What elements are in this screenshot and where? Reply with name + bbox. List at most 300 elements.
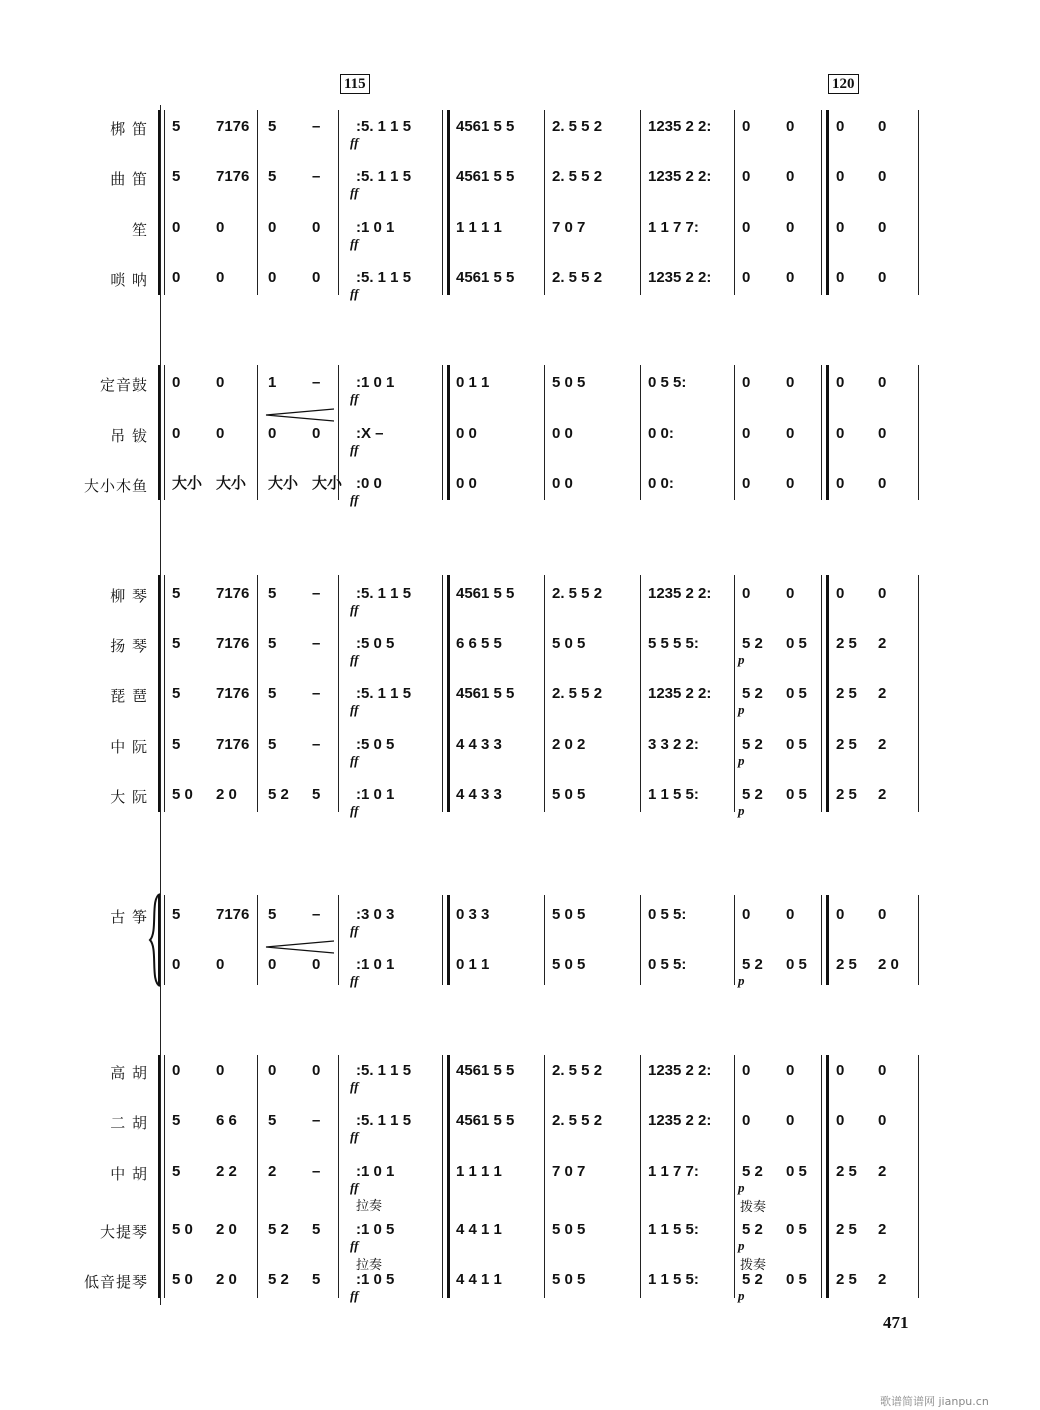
note-cell: 7176	[216, 685, 250, 702]
note-cell: 5 0	[172, 1271, 193, 1288]
note-cell: 0	[312, 1062, 321, 1079]
note-cell: 2 5	[836, 1271, 857, 1288]
instrument-label: 曲 笛	[110, 170, 148, 188]
note-cell: 0	[786, 425, 795, 442]
barline	[918, 110, 919, 295]
note-cell: 7176	[216, 118, 250, 135]
note-cell: 5 2	[742, 635, 763, 652]
note-cell: 0	[786, 1112, 795, 1129]
note-cell: 0 0:	[648, 475, 674, 492]
barline	[257, 110, 258, 295]
barline	[164, 895, 165, 985]
note-cell: 2	[878, 786, 887, 803]
note-cell: 0 0	[456, 425, 477, 442]
note-cell: 0	[742, 118, 751, 135]
note-cell: :5. 1 1 5	[356, 1062, 412, 1079]
note-cell: :1 0 1	[356, 1163, 395, 1180]
barline	[442, 365, 443, 500]
note-cell: 5 2	[742, 1163, 763, 1180]
dynamic-ff: ff	[350, 492, 359, 507]
note-cell: 2. 5 5 2	[552, 585, 603, 602]
note-cell: 1 1 7 7:	[648, 219, 699, 236]
double-barline	[826, 110, 829, 295]
note-cell: 0	[878, 219, 887, 236]
note-cell: 7176	[216, 736, 250, 753]
note-cell: 5	[268, 168, 277, 185]
note-cell: 0	[786, 906, 795, 923]
page-number: 471	[883, 1313, 909, 1332]
note-cell: 2. 5 5 2	[552, 269, 603, 286]
note-cell: 4561 5 5	[456, 168, 515, 185]
note-cell: 4 4 1 1	[456, 1271, 502, 1288]
note-cell: 3 3 2 2:	[648, 736, 699, 753]
dynamic-ff: ff	[350, 652, 359, 667]
note-cell: 4561 5 5	[456, 1062, 515, 1079]
note-cell: 2 5	[836, 685, 857, 702]
note-cell: 1 1 5 5:	[648, 786, 699, 803]
dynamic-ff: ff	[350, 803, 359, 818]
barline	[442, 575, 443, 812]
dynamic-ff: ff	[350, 923, 359, 938]
note-cell: 5	[268, 1112, 277, 1129]
note-cell: 0 5	[786, 1221, 807, 1238]
note-cell: 5	[172, 685, 181, 702]
note-cell: 2	[878, 1271, 887, 1288]
note-cell: 2. 5 5 2	[552, 118, 603, 135]
note-cell: 0	[742, 906, 751, 923]
double-barline	[447, 895, 450, 985]
barline	[164, 110, 165, 295]
note-cell: 5 0 5	[552, 956, 586, 973]
note-cell: 0	[172, 425, 181, 442]
barline	[821, 895, 822, 985]
note-cell: 0	[268, 425, 277, 442]
instrument-label: 定音鼓	[99, 376, 148, 394]
note-cell: 0	[216, 956, 225, 973]
note-cell: 0	[786, 219, 795, 236]
note-cell: 0 5	[786, 956, 807, 973]
measure-number-120: 120	[828, 74, 859, 94]
note-cell: 0	[742, 475, 751, 492]
note-cell: 0	[742, 269, 751, 286]
instrument-label: 大小木鱼	[83, 477, 148, 495]
dynamic-ff: ff	[350, 1180, 359, 1195]
dynamic-p: p	[738, 1288, 745, 1303]
note-cell: 5 0 5	[552, 1221, 586, 1238]
instrument-label: 高 胡	[110, 1064, 148, 1082]
double-barline	[447, 575, 450, 812]
note-cell: –	[312, 635, 321, 652]
barline	[442, 110, 443, 295]
note-cell: 1235 2 2:	[648, 1112, 712, 1129]
note-cell: 5 0	[172, 786, 193, 803]
note-cell: 5	[312, 786, 321, 803]
note-cell: 0	[172, 374, 181, 391]
note-cell: 2 0 2	[552, 736, 586, 753]
barline	[338, 575, 339, 812]
note-cell: 1235 2 2:	[648, 685, 712, 702]
group-bracket	[158, 110, 160, 295]
note-cell: 0	[216, 425, 225, 442]
barline	[734, 895, 735, 985]
note-cell: 5 2	[742, 736, 763, 753]
note-cell: 0	[836, 118, 845, 135]
note-cell: 0 5	[786, 786, 807, 803]
note-cell: 0	[742, 168, 751, 185]
barline	[734, 365, 735, 500]
note-cell: 0	[216, 269, 225, 286]
note-cell: :5. 1 1 5	[356, 118, 412, 135]
note-cell: 1235 2 2:	[648, 1062, 712, 1079]
note-cell: 0	[786, 118, 795, 135]
note-cell: 2	[878, 635, 887, 652]
note-cell: 4561 5 5	[456, 269, 515, 286]
note-cell: 5	[172, 1112, 181, 1129]
note-cell: :5. 1 1 5	[356, 269, 412, 286]
note-cell: :5 0 5	[356, 736, 395, 753]
note-cell: 5 0 5	[552, 374, 586, 391]
note-cell: 0	[836, 1112, 845, 1129]
note-cell: 0	[786, 1062, 795, 1079]
note-cell: 4561 5 5	[456, 685, 515, 702]
barline	[821, 1055, 822, 1298]
note-cell: :1 0 1	[356, 374, 395, 391]
note-cell: 5 2	[268, 1221, 289, 1238]
note-cell: 5	[172, 118, 181, 135]
grand-staff-brace	[148, 892, 162, 988]
note-cell: 0	[312, 425, 321, 442]
note-cell: 0 0:	[648, 425, 674, 442]
dynamic-p: p	[738, 1238, 745, 1253]
note-cell: 大小	[312, 475, 343, 492]
barline	[734, 110, 735, 295]
note-cell: 5	[172, 906, 181, 923]
dynamic-p: p	[738, 803, 745, 818]
note-cell: 0 0	[552, 475, 573, 492]
note-cell: 0	[268, 1062, 277, 1079]
barline	[734, 1055, 735, 1298]
barline	[544, 110, 545, 295]
note-cell: 7 0 7	[552, 1163, 586, 1180]
barline	[640, 365, 641, 500]
double-barline	[447, 110, 450, 295]
double-barline	[826, 365, 829, 500]
barline	[918, 1055, 919, 1298]
group-bracket	[158, 1055, 160, 1298]
note-cell: 0	[216, 219, 225, 236]
note-cell: 5	[268, 736, 277, 753]
barline	[257, 365, 258, 500]
note-cell: 4561 5 5	[456, 585, 515, 602]
note-cell: 2	[268, 1163, 277, 1180]
note-cell: 0	[836, 1062, 845, 1079]
note-cell: 5 2	[742, 786, 763, 803]
dynamic-ff: ff	[350, 442, 359, 457]
note-cell: 0	[836, 425, 845, 442]
note-cell: 0	[312, 219, 321, 236]
instrument-label: 中 阮	[110, 738, 148, 756]
note-cell: –	[312, 736, 321, 753]
note-cell: 2 5	[836, 956, 857, 973]
note-cell: 5 2	[742, 685, 763, 702]
note-cell: 大小	[216, 475, 247, 492]
technique-pizz: 拨奏	[740, 1200, 767, 1215]
double-barline	[826, 575, 829, 812]
note-cell: 5	[312, 1221, 321, 1238]
instrument-label: 唢 呐	[110, 271, 148, 289]
instrument-label: 大提琴	[99, 1223, 148, 1241]
group-bracket	[158, 575, 160, 812]
barline	[257, 1055, 258, 1298]
dynamic-ff: ff	[350, 1079, 359, 1094]
note-cell: 5 2	[742, 1271, 763, 1288]
note-cell: :1 0 5	[356, 1221, 395, 1238]
note-cell: 7176	[216, 635, 250, 652]
note-cell: 0	[836, 219, 845, 236]
note-cell: 2 5	[836, 1163, 857, 1180]
note-cell: –	[312, 374, 321, 391]
note-cell: 5 0 5	[552, 635, 586, 652]
note-cell: 0 5 5:	[648, 956, 687, 973]
note-cell: 7176	[216, 906, 250, 923]
watermark: 歌谱简谱网 jianpu.cn	[880, 1395, 989, 1408]
note-cell: 0	[878, 425, 887, 442]
note-cell: :5. 1 1 5	[356, 168, 412, 185]
note-cell: 2 0	[216, 786, 237, 803]
note-cell: 0	[786, 585, 795, 602]
note-cell: 0 0	[552, 425, 573, 442]
note-cell: 6 6 5 5	[456, 635, 502, 652]
note-cell: 0	[836, 168, 845, 185]
instrument-label: 琵 琶	[110, 687, 148, 705]
note-cell: 1235 2 2:	[648, 585, 712, 602]
note-cell: 4 4 3 3	[456, 736, 502, 753]
note-cell: 0	[786, 269, 795, 286]
instrument-label: 吊 钹	[110, 427, 148, 445]
note-cell: 0	[878, 906, 887, 923]
instrument-label: 低音提琴	[83, 1273, 148, 1291]
note-cell: 2 0	[878, 956, 899, 973]
barline	[640, 575, 641, 812]
dynamic-p: p	[738, 652, 745, 667]
barline	[734, 575, 735, 812]
note-cell: 5 5 5 5:	[648, 635, 699, 652]
note-cell: :0 0	[356, 475, 382, 492]
instrument-label: 柳 琴	[110, 587, 148, 605]
note-cell: 0	[172, 1062, 181, 1079]
note-cell: 0 1 1	[456, 956, 490, 973]
dynamic-ff: ff	[350, 753, 359, 768]
barline	[544, 575, 545, 812]
note-cell: 2	[878, 685, 887, 702]
note-cell: 0	[742, 374, 751, 391]
note-cell: 0	[878, 118, 887, 135]
note-cell: 0 5	[786, 1271, 807, 1288]
dynamic-ff: ff	[350, 973, 359, 988]
technique-arco: 拉奏	[356, 1199, 383, 1214]
note-cell: 6 6	[216, 1112, 237, 1129]
note-cell: 5	[172, 635, 181, 652]
dynamic-ff: ff	[350, 236, 359, 251]
note-cell: 2 0	[216, 1271, 237, 1288]
note-cell: 0	[836, 906, 845, 923]
note-cell: –	[312, 906, 321, 923]
note-cell: 7176	[216, 585, 250, 602]
instrument-label: 扬 琴	[110, 637, 148, 655]
barline	[640, 1055, 641, 1298]
note-cell: 0	[878, 374, 887, 391]
note-cell: –	[312, 1163, 321, 1180]
note-cell: –	[312, 585, 321, 602]
note-cell: 0	[216, 374, 225, 391]
note-cell: 5	[268, 585, 277, 602]
note-cell: 4561 5 5	[456, 118, 515, 135]
dynamic-ff: ff	[350, 1288, 359, 1303]
note-cell: 4 4 1 1	[456, 1221, 502, 1238]
dynamic-ff: ff	[350, 135, 359, 150]
note-cell: :1 0 5	[356, 1271, 395, 1288]
note-cell: 2 0	[216, 1221, 237, 1238]
note-cell: 0	[268, 269, 277, 286]
note-cell: :1 0 1	[356, 956, 395, 973]
barline	[821, 365, 822, 500]
barline	[544, 365, 545, 500]
note-cell: 1235 2 2:	[648, 168, 712, 185]
note-cell: 0 0	[456, 475, 477, 492]
note-cell: 1235 2 2:	[648, 269, 712, 286]
note-cell: 5	[172, 736, 181, 753]
note-cell: 4 4 3 3	[456, 786, 502, 803]
note-cell: 1235 2 2:	[648, 118, 712, 135]
barline	[544, 1055, 545, 1298]
note-cell: :1 0 1	[356, 786, 395, 803]
note-cell: 0	[268, 219, 277, 236]
note-cell: 5 2	[742, 1221, 763, 1238]
instrument-label: 梆 笛	[110, 120, 148, 138]
note-cell: 0	[742, 1062, 751, 1079]
note-cell: 0	[786, 374, 795, 391]
note-cell: 0	[312, 956, 321, 973]
barline	[257, 575, 258, 812]
barline	[338, 895, 339, 985]
barline	[918, 365, 919, 500]
note-cell: –	[312, 1112, 321, 1129]
note-cell: :1 0 1	[356, 219, 395, 236]
barline	[544, 895, 545, 985]
note-cell: 1 1 5 5:	[648, 1271, 699, 1288]
note-cell: 0 5	[786, 736, 807, 753]
note-cell: 2 5	[836, 786, 857, 803]
note-cell: –	[312, 118, 321, 135]
instrument-label: 古 筝	[110, 908, 148, 926]
barline	[338, 110, 339, 295]
note-cell: 4561 5 5	[456, 1112, 515, 1129]
note-cell: 5 2	[742, 956, 763, 973]
note-cell: 0	[216, 1062, 225, 1079]
note-cell: 0	[786, 475, 795, 492]
note-cell: 2. 5 5 2	[552, 1062, 603, 1079]
crescendo-hairpin	[264, 408, 336, 422]
note-cell: 大小	[268, 475, 299, 492]
double-barline	[447, 1055, 450, 1298]
barline	[640, 110, 641, 295]
note-cell: 0	[312, 269, 321, 286]
dynamic-ff: ff	[350, 286, 359, 301]
note-cell: :5. 1 1 5	[356, 585, 412, 602]
note-cell: 0	[742, 585, 751, 602]
dynamic-p: p	[738, 753, 745, 768]
note-cell: 2	[878, 1163, 887, 1180]
note-cell: 2 2	[216, 1163, 237, 1180]
technique-pizz: 拨奏	[740, 1258, 767, 1273]
note-cell: 7 0 7	[552, 219, 586, 236]
note-cell: 5 0 5	[552, 786, 586, 803]
note-cell: 1 1 5 5:	[648, 1221, 699, 1238]
note-cell: 0 3 3	[456, 906, 490, 923]
note-cell: :5. 1 1 5	[356, 1112, 412, 1129]
note-cell: :3 0 3	[356, 906, 395, 923]
note-cell: 1	[268, 374, 277, 391]
note-cell: 0	[172, 219, 181, 236]
note-cell: 0 1 1	[456, 374, 490, 391]
note-cell: :5. 1 1 5	[356, 685, 412, 702]
dynamic-ff: ff	[350, 1129, 359, 1144]
note-cell: 5	[172, 1163, 181, 1180]
note-cell: 0	[878, 1112, 887, 1129]
dynamic-ff: ff	[350, 1238, 359, 1253]
dynamic-p: p	[738, 973, 745, 988]
note-cell: 0	[878, 269, 887, 286]
instrument-label: 中 胡	[110, 1165, 148, 1183]
note-cell: 2 5	[836, 635, 857, 652]
note-cell: 0	[878, 585, 887, 602]
note-cell: 2 5	[836, 1221, 857, 1238]
note-cell: 5 0 5	[552, 1271, 586, 1288]
note-cell: 0	[878, 168, 887, 185]
instrument-label: 二 胡	[110, 1114, 148, 1132]
note-cell: 0	[268, 956, 277, 973]
barline	[821, 110, 822, 295]
dynamic-p: p	[738, 702, 745, 717]
note-cell: 1 1 1 1	[456, 219, 502, 236]
note-cell: 0 5 5:	[648, 374, 687, 391]
note-cell: 0	[742, 425, 751, 442]
barline	[442, 895, 443, 985]
note-cell: 5	[268, 685, 277, 702]
note-cell: 大小	[172, 475, 203, 492]
dynamic-ff: ff	[350, 602, 359, 617]
note-cell: 0	[786, 168, 795, 185]
note-cell: 0	[172, 956, 181, 973]
barline	[164, 365, 165, 500]
note-cell: 0	[836, 475, 845, 492]
note-cell: 2	[878, 736, 887, 753]
barline	[257, 895, 258, 985]
note-cell: 7176	[216, 168, 250, 185]
technique-arco: 拉奏	[356, 1258, 383, 1273]
note-cell: 0 5	[786, 685, 807, 702]
note-cell: 2. 5 5 2	[552, 168, 603, 185]
group-bracket	[158, 365, 160, 500]
system-bracket-line	[160, 105, 161, 1305]
instrument-label: 大 阮	[110, 788, 148, 806]
note-cell: 5	[312, 1271, 321, 1288]
note-cell: 5	[172, 168, 181, 185]
barline	[164, 1055, 165, 1298]
barline	[640, 895, 641, 985]
crescendo-hairpin	[264, 940, 336, 954]
instrument-label: 笙	[131, 221, 148, 239]
